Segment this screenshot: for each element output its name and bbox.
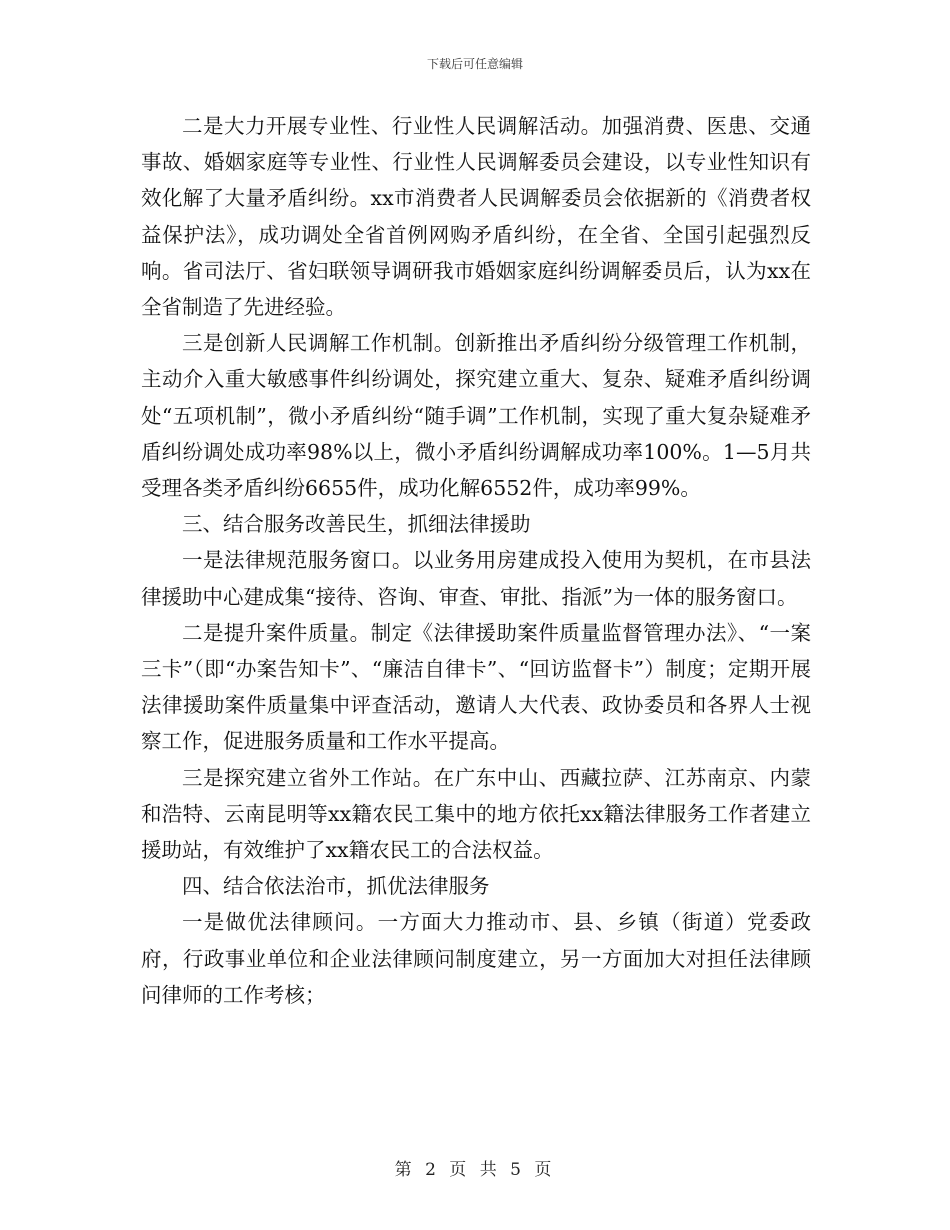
paragraph-workstations: 三是探究建立省外工作站。在广东中山、西藏拉萨、江苏南京、内蒙和浩特、云南昆明等xx籍农民工集中的地方依托xx籍法律服务工作者建立援助站，有效维护了xx籍农民工的合法权益。 [141,765,811,863]
paragraph-legal-counsel: 一是做优法律顾问。一方面大力推动市、县、乡镇（街道）党委政府，行政事业单位和企业法律顾问制度建立，另一方面加大对担任法律顾问律师的工作考核； [141,910,811,1007]
paragraph-mediation-professional: 二是大力开展专业性、行业性人民调解活动。加强消费、医患、交通事故、婚姻家庭等专业性、行业性人民调解委员会建设，以专业性知识有效化解了大量矛盾纠纷。xx市消费者人民调解委员会依据新的《消费者权益保护法》，成功调处全省首例网购矛盾纠纷，在全省、全国引起强烈反响。省司法厅、省妇联领导调研我市婚姻家庭纠纷调解委员后，认为xx在全省制造了先进经验。 [141,114,811,320]
paragraph-service-window: 一是法律规范服务窗口。以业务用房建成投入使用为契机，在市县法律援助中心建成集“接待、咨询、审查、审批、指派”为一体的服务窗口。 [141,548,811,609]
paragraph-mediation-mechanism: 三是创新人民调解工作机制。创新推出矛盾纠纷分级管理工作机制，主动介入重大敏感事件纠纷调处，探究建立重大、复杂、疑难矛盾纠纷调处“五项机制”，微小矛盾纠纷“随手调”工作机制，实现了重大复杂疑难矛盾纠纷调处成功率98%以上，微小矛盾纠纷调解成功率100%。1—5月共受理各类矛盾纠纷6655件，成功化解6552件，成功率99%。 [141,331,811,501]
paragraph-case-quality: 二是提升案件质量。制定《法律援助案件质量监督管理办法》、“一案三卡”（即“办案告知卡”、“廉洁自律卡”、“回访监督卡”）制度；定期开展法律援助案件质量集中评查活动，邀请人大代表、政协委员和各界人士视察工作，促进服务质量和工作水平提高。 [141,620,811,754]
document-body [141,108,811,1013]
page-number: 第 2 页 共 5 页 [394,1160,556,1180]
page-header: 下载后可任意编辑 [426,57,523,71]
section-heading-legal-services: 四、结合依法治市，抓优法律服务 [182,874,490,899]
section-heading-legal-aid: 三、结合服务改善民生，抓细法律援助 [182,512,531,537]
